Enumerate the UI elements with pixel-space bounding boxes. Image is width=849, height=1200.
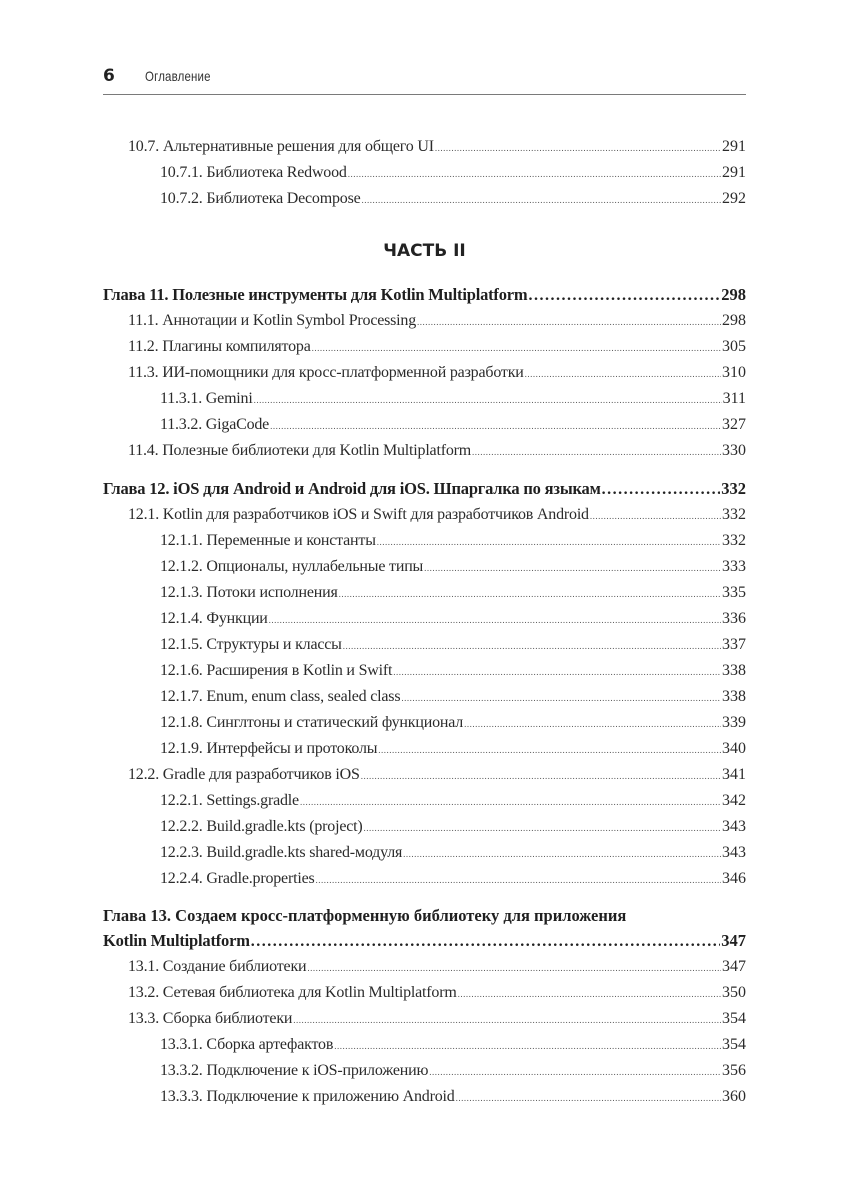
toc-entry[interactable]: 12.1.7. Enum, enum class, sealed class ..... 338 (103, 684, 746, 710)
toc-entry[interactable]: 12.1.2. Опционалы, нуллабельные типы ..... 333 (103, 554, 746, 580)
page-ref: 347 (721, 931, 746, 950)
chapter-entry[interactable]: Глава 12. iOS для Android и Android для iOS. Шпаргалка по языкам ..... 332 (103, 476, 746, 502)
toc-entry[interactable]: 11.4. Полезные библиотеки для Kotlin Multiplatform ..... 330 (103, 438, 746, 464)
page-ref: 343 (722, 818, 746, 835)
page-ref: 342 (722, 792, 746, 809)
dot-leader (393, 659, 721, 685)
page-ref: 332 (722, 506, 746, 523)
page-ref: 356 (722, 1062, 746, 1079)
toc-entry[interactable]: 12.1.3. Потоки исполнения ..... 335 (103, 580, 746, 606)
part-heading: ЧАСТЬ II (383, 241, 466, 261)
dot-leader (364, 815, 722, 841)
toc-entry[interactable]: 10.7.2. Библиотека Decompose ..... 292 (103, 186, 746, 212)
toc-entry[interactable]: 10.7.1. Библиотека Redwood ..... 291 (103, 160, 746, 186)
toc-entry[interactable]: 12.2. Gradle для разработчиков iOS ..... 341 (103, 762, 746, 788)
toc-entry[interactable]: 12.1.5. Структуры и классы ..... 337 (103, 632, 746, 658)
toc-entry[interactable]: 13.2. Сетевая библиотека для Kotlin Multiplatform ..... 350 (103, 980, 746, 1006)
toc-entry[interactable]: 13.3. Сборка библиотеки ..... 354 (103, 1006, 746, 1032)
page-ref: 350 (722, 984, 746, 1001)
toc-entry[interactable]: 12.1.9. Интерфейсы и протоколы ..... 340 (103, 736, 746, 762)
dot-leader (528, 283, 720, 309)
chapter-entry[interactable]: Глава 13. Создаем кросс-платформенную библиотеку для приложения Kotlin Multiplatform ..... 347 (103, 904, 746, 954)
toc-entry[interactable]: 11.2. Плагины компилятора ..... 305 (103, 334, 746, 360)
page-ref: 291 (722, 138, 746, 155)
toc-entry[interactable]: 12.2.1. Settings.gradle ..... 342 (103, 788, 746, 814)
page-ref: 337 (722, 636, 746, 653)
dot-leader (334, 1033, 721, 1059)
page-ref: 340 (722, 740, 746, 757)
toc-entry[interactable]: 12.1.1. Переменные и константы ..... 332 (103, 528, 746, 554)
dot-leader (590, 503, 721, 529)
running-title: Оглавление (145, 68, 211, 84)
page-ref: 332 (722, 532, 746, 549)
page-ref: 343 (722, 844, 746, 861)
toc-entry[interactable]: 12.1.8. Синглтоны и статический функционал ..... 339 (103, 710, 746, 736)
toc-entry[interactable]: 13.3.3. Подключение к приложению Android ..... 360 (103, 1084, 746, 1110)
toc-entry[interactable]: 13.1. Создание библиотеки ..... 347 (103, 954, 746, 980)
dot-leader (435, 135, 721, 161)
dot-leader (403, 841, 721, 867)
page-ref: 333 (722, 558, 746, 575)
dot-leader (270, 413, 721, 439)
dot-leader (401, 685, 721, 711)
dot-leader (456, 1085, 721, 1111)
dot-leader (417, 309, 721, 335)
dot-leader (251, 929, 720, 955)
dot-leader (307, 955, 721, 981)
toc-entry[interactable]: 12.1.6. Расширения в Kotlin и Swift ..... 338 (103, 658, 746, 684)
toc-entry[interactable]: 10.7. Альтернативные решения для общего UI ..... 291 (103, 134, 746, 160)
toc-entry[interactable]: 12.2.2. Build.gradle.kts (project) ..... 343 (103, 814, 746, 840)
toc-entry[interactable]: 11.1. Аннотации и Kotlin Symbol Processing ..... 298 (103, 308, 746, 334)
dot-leader (348, 161, 721, 187)
dot-leader (316, 867, 721, 893)
page-ref: 332 (721, 479, 746, 498)
dot-leader (269, 607, 721, 633)
page-ref: 327 (722, 416, 746, 433)
toc-entry[interactable]: 12.2.4. Gradle.properties ..... 346 (103, 866, 746, 892)
dot-leader (343, 633, 721, 659)
toc-entry[interactable]: 11.3.2. GigaCode ..... 327 (103, 412, 746, 438)
dot-leader (254, 387, 722, 413)
page-ref: 338 (722, 688, 746, 705)
dot-leader (339, 581, 721, 607)
toc-entry[interactable]: 12.1. Kotlin для разработчиков iOS и Swift для разработчиков Android ..... 332 (103, 502, 746, 528)
page-ref: 339 (722, 714, 746, 731)
dot-leader (525, 361, 721, 387)
page-ref: 310 (722, 364, 746, 381)
page-ref: 347 (722, 958, 746, 975)
page-ref: 298 (721, 285, 746, 304)
page-ref: 354 (722, 1010, 746, 1027)
table-of-contents (103, 134, 746, 1110)
page-ref: 354 (722, 1036, 746, 1053)
toc-entry[interactable]: 12.1.4. Функции ..... 336 (103, 606, 746, 632)
page-ref: 292 (722, 190, 746, 207)
toc-entry[interactable]: 12.2.3. Build.gradle.kts shared-модуля ..... 343 (103, 840, 746, 866)
dot-leader (361, 763, 721, 789)
dot-leader (293, 1007, 721, 1033)
dot-leader (312, 335, 721, 361)
page-ref: 298 (722, 312, 746, 329)
page-ref: 346 (722, 870, 746, 887)
page-number: 6 (103, 66, 115, 86)
dot-leader (472, 439, 721, 465)
page-ref: 336 (722, 610, 746, 627)
page-ref: 335 (722, 584, 746, 601)
dot-leader (429, 1059, 721, 1085)
dot-leader (424, 555, 721, 581)
dot-leader (377, 529, 721, 555)
page-ref: 305 (722, 338, 746, 355)
page-header (103, 64, 746, 95)
dot-leader (458, 981, 721, 1007)
toc-entry[interactable]: 11.3.1. Gemini ..... 311 (103, 386, 746, 412)
dot-leader (464, 711, 721, 737)
page-ref: 338 (722, 662, 746, 679)
page-ref: 291 (722, 164, 746, 181)
dot-leader (362, 187, 721, 213)
chapter-entry[interactable]: Глава 11. Полезные инструменты для Kotlin Multiplatform ..... 298 (103, 282, 746, 308)
dot-leader (602, 477, 721, 503)
dot-leader (300, 789, 721, 815)
toc-entry[interactable]: 13.3.2. Подключение к iOS-приложению ..... 356 (103, 1058, 746, 1084)
toc-entry[interactable]: 11.3. ИИ-помощники для кросс-платформенной разработки ..... 310 (103, 360, 746, 386)
toc-entry[interactable]: 13.3.1. Сборка артефактов ..... 354 (103, 1032, 746, 1058)
page-ref: 341 (722, 766, 746, 783)
page-ref: 330 (722, 442, 746, 459)
page-ref: 360 (722, 1088, 746, 1105)
dot-leader (378, 737, 721, 763)
page-ref: 311 (722, 390, 746, 407)
